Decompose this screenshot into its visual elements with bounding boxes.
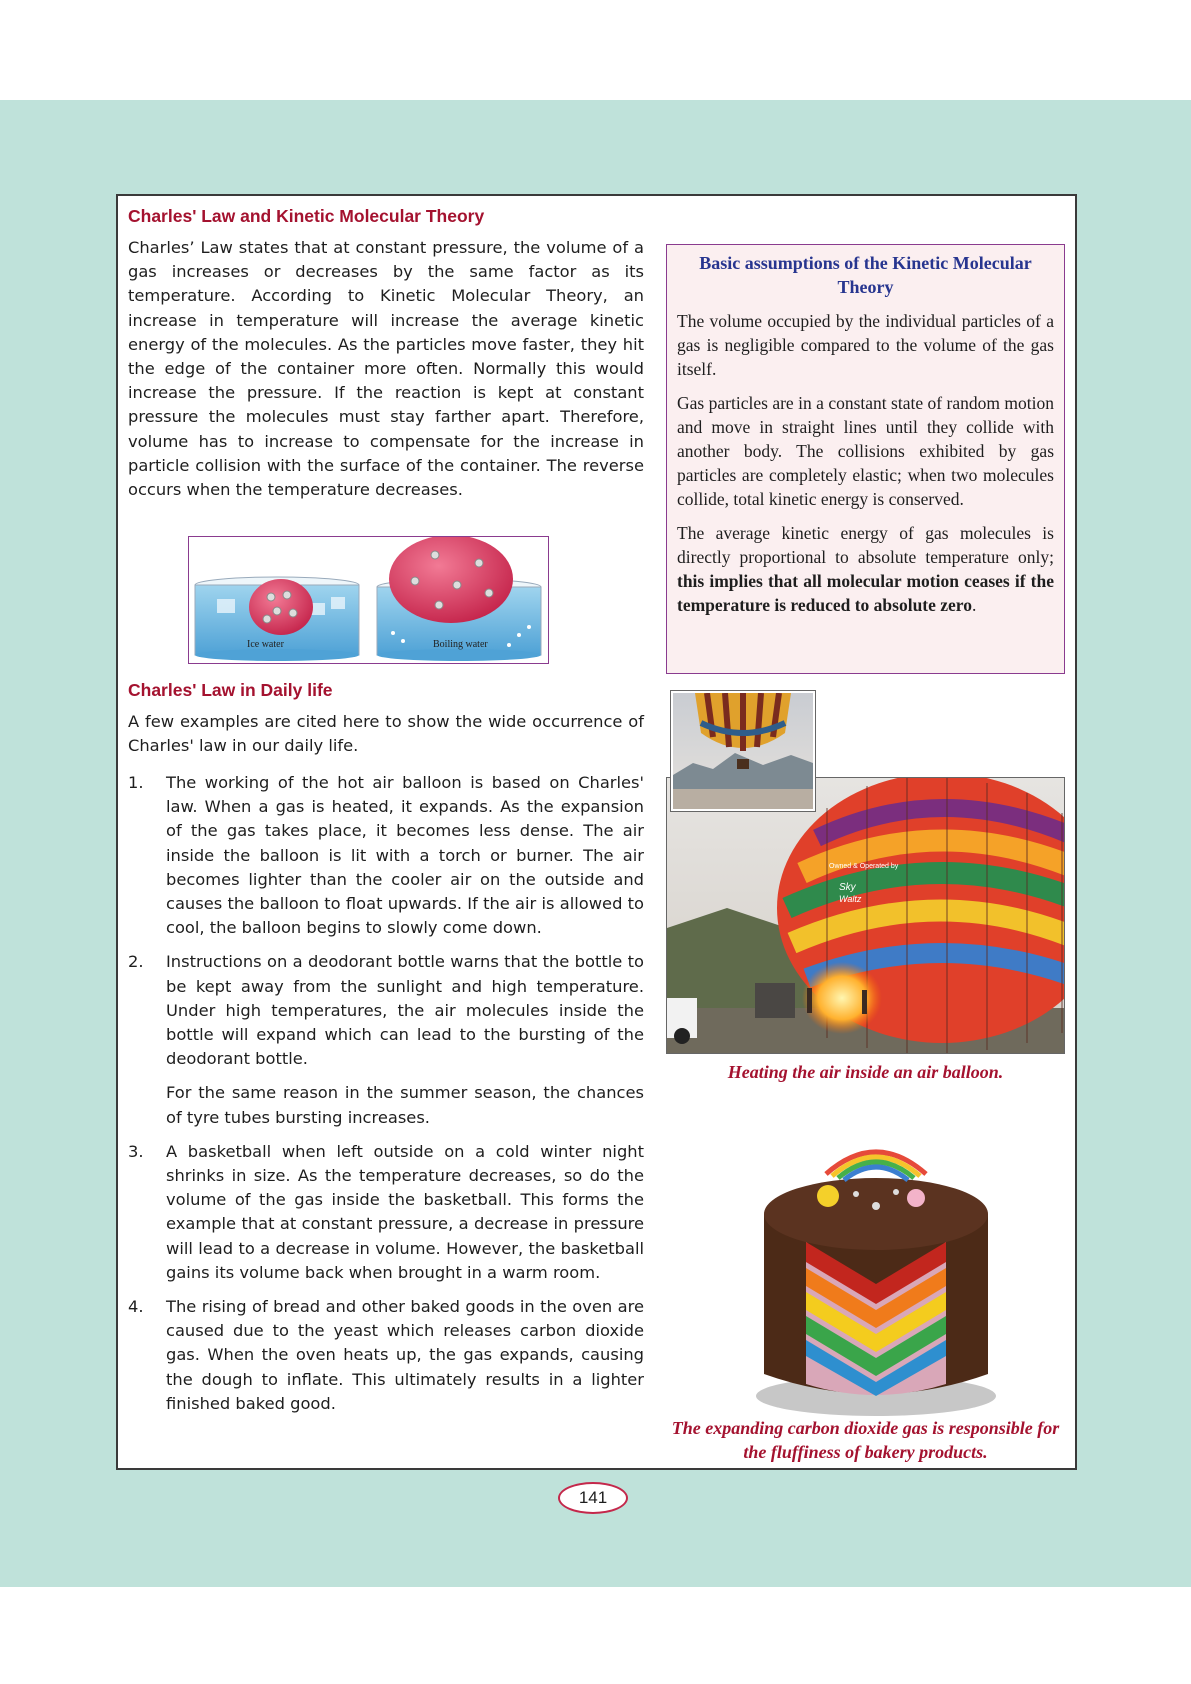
list-item <box>128 1295 644 1416</box>
section-heading-daily-life: Charles' Law in Daily life <box>128 680 333 700</box>
list-item <box>128 1140 644 1285</box>
list-item-extra-text: For the same reason in the summer season, the chances of tyre tubes bursting increases. <box>166 1083 644 1127</box>
list-number: 3. <box>128 1141 144 1161</box>
page-number: 141 <box>558 1482 628 1514</box>
list-item-text: The working of the hot air balloon is based on Charles' law. When a gas is heated, it expands. As the expansion of the gas takes place, it becomes less dense. The air inside the balloon is lit with a torch or burner. The air becomes lighter than the cooler air on the outside and causes the balloon to float upwards. If the air is allowed to cool, the balloon begins to slowly come down. <box>166 773 644 938</box>
box-p3-bold: this implies that all molecular motion ceases if the temperature is reduced to absolute zero <box>677 571 1054 615</box>
box-paragraph: The volume occupied by the individual particles of a gas is negligible compared to the volume of the gas itself. <box>677 311 1054 379</box>
section-heading-charles-law: Charles' Law and Kinetic Molecular Theory <box>128 206 485 226</box>
label-boiling-water: Boiling water <box>433 639 488 650</box>
list-number: 1. <box>128 773 144 792</box>
charles-law-paragraph: Charles’ Law states that at constant pressure, the volume of a gas increases or decreases by the same factor as its temperature. According to Kinetic Molecular Theory, an increase in temperature will increase the average kinetic energy of the molecules. As the particles move faster, they hit the edge of the container more often. Normally this would increase the pressure. If the reaction is kept at constant pressure the molecules must stay farther apart. Therefore, volume has to increase to compensate for the increase in particle collision with the surface of the container. The reverse occurs when the temperature decreases. <box>128 238 644 500</box>
list-item-continuation <box>128 1081 644 1129</box>
caption-balloon: Heating the air inside an air balloon. <box>727 1062 1004 1082</box>
list-item-text: Instructions on a deodorant bottle warns that the bottle to be kept away from the sunlight and high temperature. Under high temperatures, the air molecules inside the bottle will expand which can lead to the bursting of the deodorant bottle. <box>166 952 644 1069</box>
box-p3-end: . <box>972 595 977 615</box>
list-item <box>128 950 644 1071</box>
photo-balloon-inflating <box>666 777 1065 1054</box>
list-number: 2. <box>128 952 144 972</box>
balloon-sign-line2: Sky <box>839 882 856 893</box>
beakers-illustration <box>189 537 547 662</box>
list-item <box>128 771 644 940</box>
page-frame <box>116 194 1077 1470</box>
kinetic-theory-assumptions-box <box>666 244 1065 674</box>
daily-life-intro: A few examples are cited here to show the wide occurrence of Charles' law in our daily life. <box>128 712 644 756</box>
label-ice-water: Ice water <box>247 639 284 650</box>
list-number: 4. <box>128 1297 144 1317</box>
box-paragraph: Gas particles are in a constant state of random motion and move in straight lines until they collide with another body. The collisions exhibited by gas particles are completely elastic; when two molecules collide, total kinetic energy is conserved. <box>677 393 1054 509</box>
examples-list <box>128 771 644 1426</box>
box-p3-start: The average kinetic energy of gas molecules is directly proportional to absolute temperature only; <box>677 523 1054 567</box>
box-paragraph <box>677 521 1054 617</box>
balloon-sign-line1: Owned & Operated by <box>829 863 899 870</box>
figure-balloon-beakers <box>188 536 549 664</box>
photo-balloon-flying <box>671 691 815 811</box>
list-item-text: A basketball when left outside on a cold winter night shrinks in size. As the temperature decreases, so do the volume of the gas inside the basketball. This forms the example that at constant pressure, a decrease in pressure will lead to a decrease in volume. However, the basketball gains its volume back when brought in a warm room. <box>166 1141 644 1282</box>
caption-cake: The expanding carbon dioxide gas is responsible for the fluffiness of bakery products. <box>671 1418 1060 1462</box>
balloon-sign-line3: Waltz <box>839 894 862 904</box>
list-item-text: The rising of bread and other baked goods in the oven are caused due to the yeast which releases carbon dioxide gas. When the oven heats up, the gas expands, causing the dough to inflate. This ultimately results in a lighter finished baked good. <box>166 1297 644 1413</box>
box-title: Basic assumptions of the Kinetic Molecular Theory <box>699 253 1032 297</box>
photo-rainbow-cake <box>746 1134 1006 1424</box>
